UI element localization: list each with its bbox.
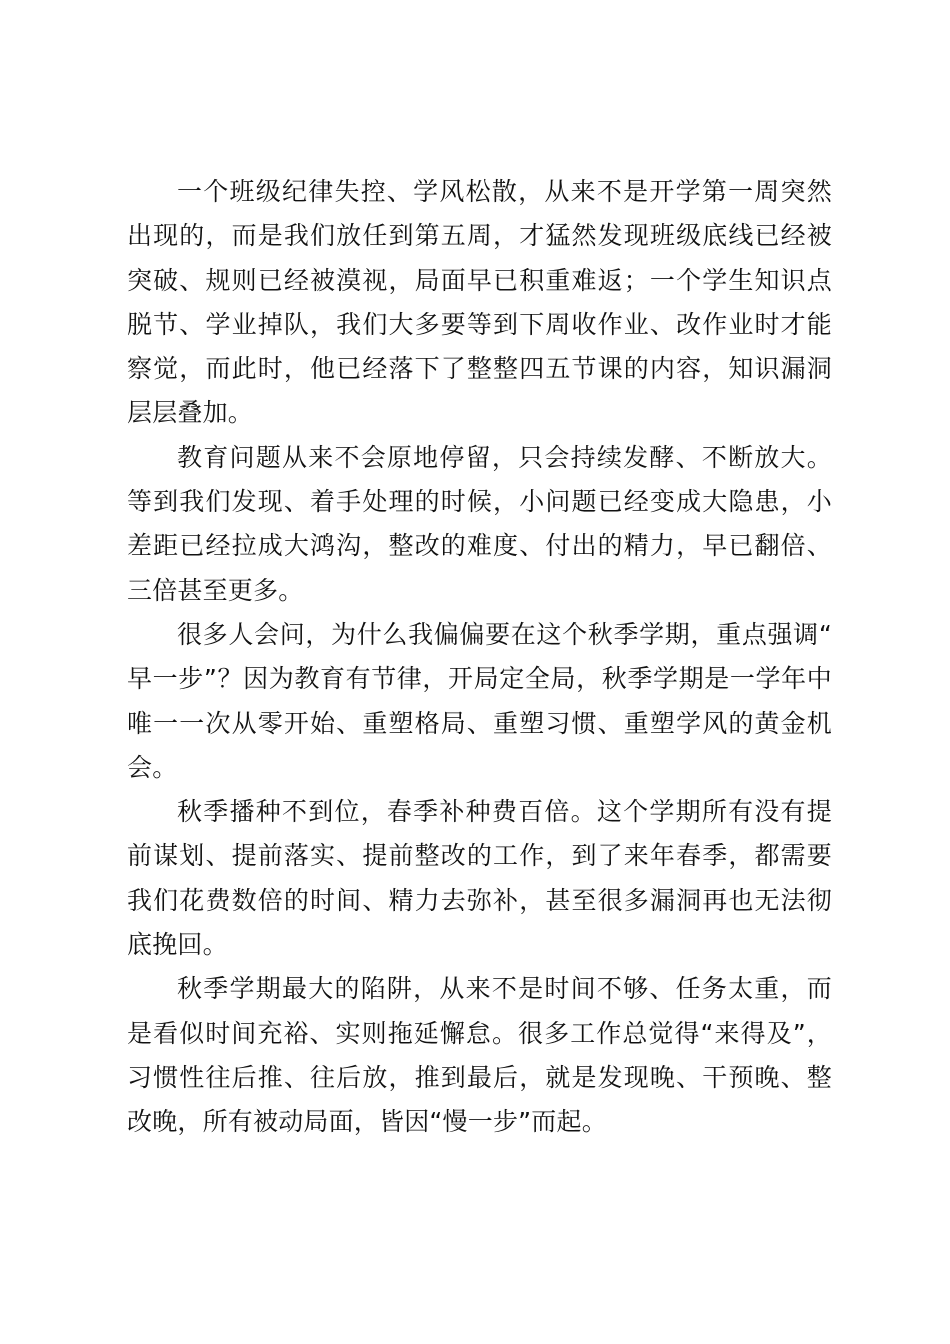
paragraph-2: 教育问题从来不会原地停留，只会持续发酵、不断放大。等到我们发现、着手处理的时候，小问题已经变成大隐患，小差距已经拉成大鸿沟，整改的难度、付出的精力，早已翻倍、三倍甚至更多。 (127, 442, 832, 605)
document-body (127, 170, 832, 1145)
paragraph-3: 很多人会问，为什么我偏偏要在这个秋季学期，重点强调“早一步”？因为教育有节律，开局定全局，秋季学期是一学年中唯一一次从零开始、重塑格局、重塑习惯、重塑学风的黄金机会。 (127, 619, 832, 782)
paragraph-5: 秋季学期最大的陷阱，从来不是时间不够、任务太重，而是看似时间充裕、实则拖延懈怠。很多工作总觉得“来得及”，习惯性往后推、往后放，推到最后，就是发现晚、干预晚、整改晚，所有被动局面，皆因“慢一步”而起。 (127, 974, 832, 1137)
paragraph-1: 一个班级纪律失控、学风松散，从来不是开学第一周突然出现的，而是我们放任到第五周，才猛然发现班级底线已经被突破、规则已经被漠视，局面早已积重难返；一个学生知识点脱节、学业掉队，我们大多要等到下周收作业、改作业时才能察觉，而此时，他已经落下了整整四五节课的内容，知识漏洞层层叠加。 (127, 177, 832, 428)
paragraph-4: 秋季播种不到位，春季补种费百倍。这个学期所有没有提前谋划、提前落实、提前整改的工作，到了来年春季，都需要我们花费数倍的时间、精力去弥补，甚至很多漏洞再也无法彻底挽回。 (127, 797, 832, 960)
